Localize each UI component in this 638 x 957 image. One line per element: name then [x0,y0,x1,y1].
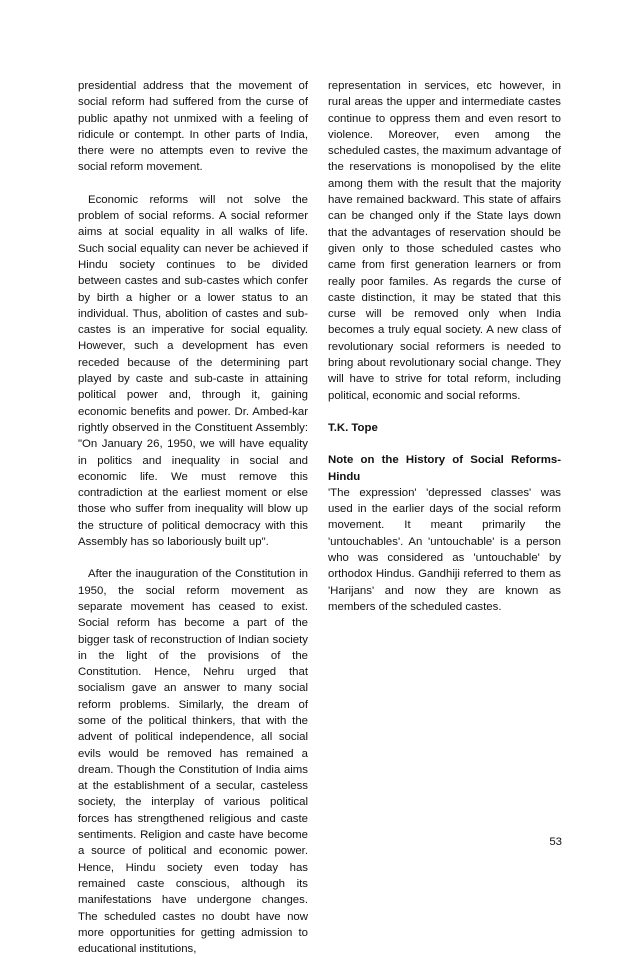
left-paragraph-1: presidential address that the movement of social reform had suffered from the curse of public apathy not unmixed with a feeling of ridicule or contempt. In other parts of India, there were no attempts even to revive the social reform movement. [78,80,308,174]
left-column [78,78,308,957]
note-heading: Note on the History of Social Reforms-Hindu [328,454,561,483]
note-text: 'The expression' 'depressed classes' was used in the earlier days of the social reform movement. It meant primarily the 'untouchables'. An 'untouchable' is a person who was considered as 'untouchable' by orthodox Hindus. Gandhiji referred to them as 'Harijans' and now they are known as members of the scheduled castes. [328,486,561,613]
right-paragraph-1: representation in services, etc however, in rural areas the upper and intermediate castes continue to oppress them and even resort to violence. Moreover, even among the scheduled castes, the maximum advantage of the reservations is monopolised by the elite among them with the result that the majority have remained backward. This state of affairs can be changed only if the State lays down that the advantages of reservation should be given only to those scheduled castes who came from first generation learners or from really poor familes. As regards the curse of caste distinction, it may be stated that this curse will be removed only when India becomes a truly equal society. A new class of revolutionary social reformers is needed to bring about revolutionary social change. They will have to strive for total reform, including political, economic and social reforms. [328,80,561,402]
right-column [328,78,561,615]
page-number: 53 [549,836,562,848]
note-section [328,452,561,615]
author-name: T.K. Tope [328,421,378,434]
left-paragraph-3: After the inauguration of the Constitution in 1950, the social reform movement as separate movement has ceased to exist. Social reform has become a part of the bigger task of reconstruction of Indian society in the light of the provisions of the Constitution. Hence, Nehru urged that socialism gave an answer to many social reform problems. Similarly, the dream of some of the political thinkers, that with the advent of political independence, all social evils would be removed has remained a dream. Though the Constitution of India aims at the establishment of a secular, casteless society, the interplay of various political forces has strengthened religious and caste sentiments. Religion and caste have become a source of political and economic power. Hence, Hindu society even today has remained caste conscious, although its manifestations have undergone changes. The scheduled castes no doubt have now more opportunities for getting admission to educational institutions, [78,568,308,956]
left-paragraph-2: Economic reforms will not solve the problem of social reforms. A social reformer aims at social equality in all walks of life. Such social equality can never be achieved if Hindu society continues to be divided between castes and sub-castes which confer by birth a higher or a lower status to an individual. Thus, abolition of castes and sub-castes is an imperative for social equality. However, such a development has even receded because of the determining part played by caste and sub-caste in attaining political power and, through it, gaining economic benefits and power. Dr. Ambed-kar rightly observed in the Constituent Assembly: "On January 26, 1950, we will have equality in politics and inequality in social and economic life. We must remove this contradiction at the earliest moment or else those who suffer from inequality will blow up the structure of political democracy with this Assembly has so laboriously built up". [78,193,308,549]
